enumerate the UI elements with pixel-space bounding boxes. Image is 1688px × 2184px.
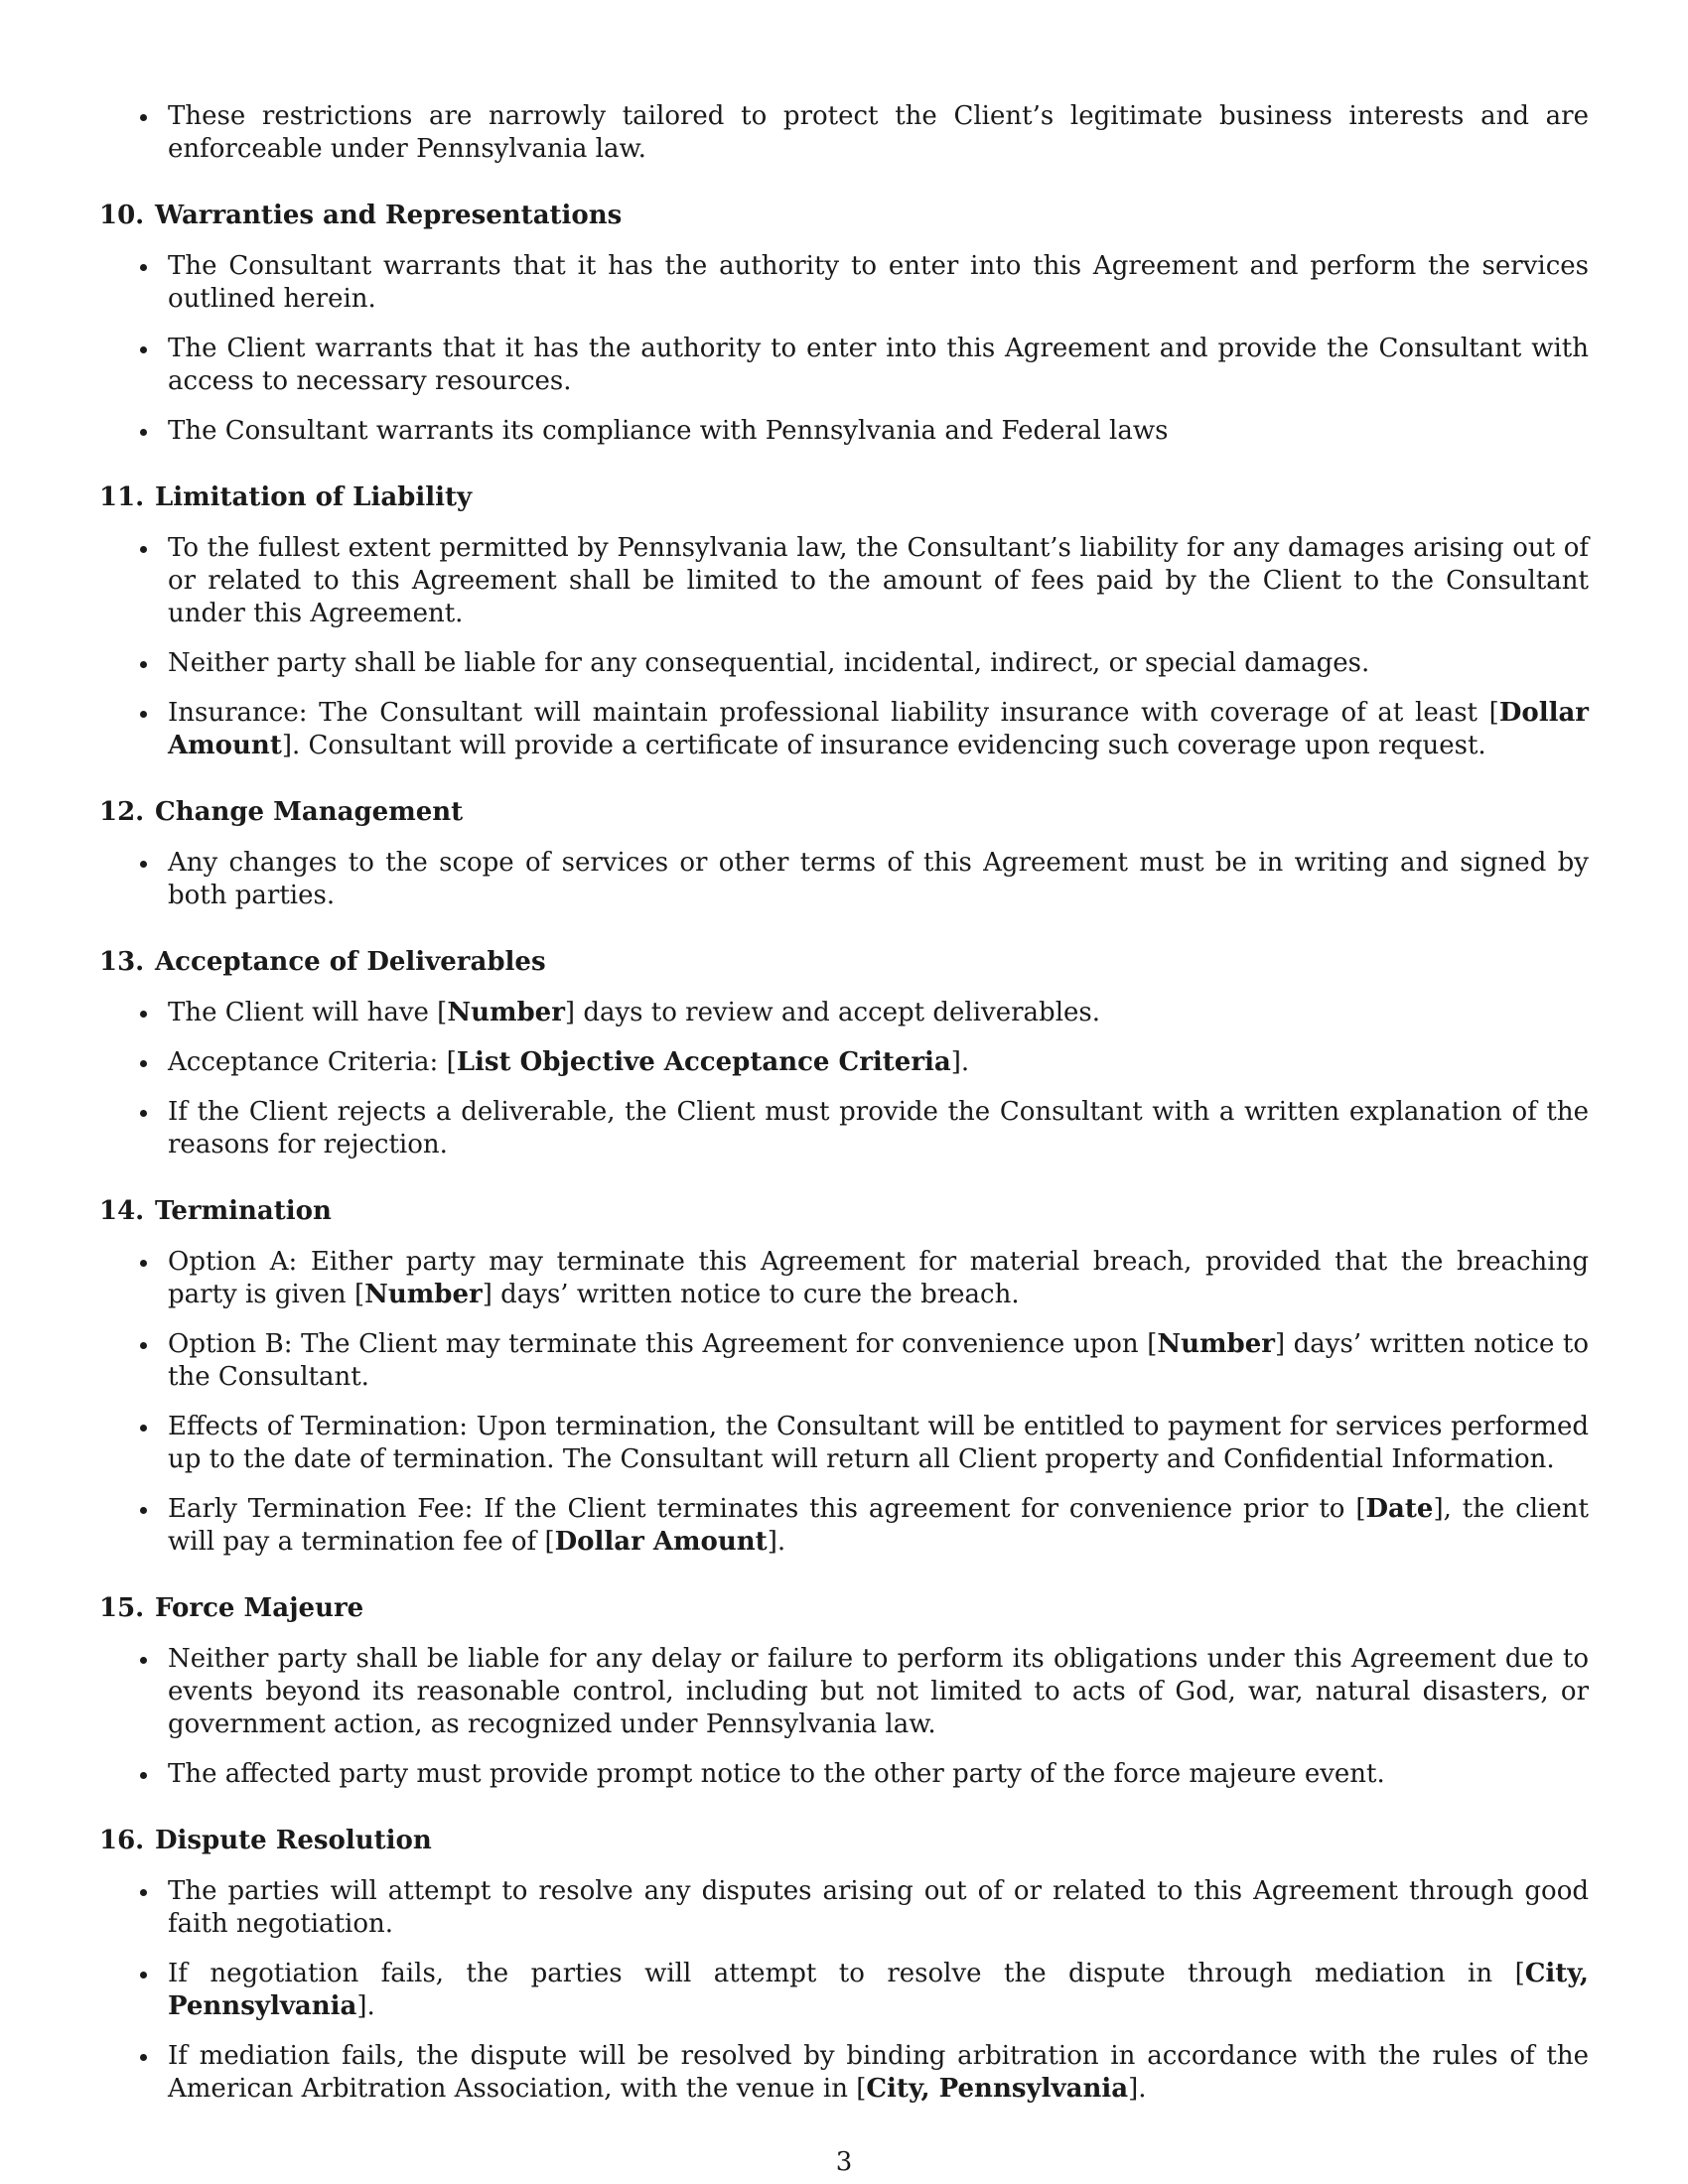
- bullet-dot-icon: [140, 1889, 147, 1896]
- bullet-text: Effects of Termination: Upon termination, the Consultant will be entitled to payment for services performed up to the date of termination. The Consultant will return all Client property and Confidential Information.: [168, 1412, 1589, 1474]
- bullet-item: [99, 1758, 1589, 1791]
- section-heading: [99, 1592, 1589, 1625]
- bullet-text: The Consultant warrants its compliance with Pennsylvania and Federal laws: [168, 416, 1169, 446]
- bullet-dot-icon: [140, 1657, 147, 1664]
- bullet-text: Neither party shall be liable for any delay or failure to perform its obligations under this Agreement due to events beyond its reasonable control, including but not limited to acts of God, war, natural disasters, or government action, as recognized under Pennsylvania law.: [168, 1644, 1589, 1739]
- section-title: Termination: [155, 1196, 332, 1226]
- bullet-text: Option A: Either party may terminate this Agreement for material breach, provided that the breaching party is given [Number] days’ written notice to cure the breach.: [168, 1247, 1589, 1309]
- bullet-dot-icon: [140, 661, 147, 668]
- section-bullet-list: [99, 997, 1589, 1161]
- section-title: Limitation of Liability: [155, 482, 473, 512]
- bullet-dot-icon: [140, 711, 147, 718]
- bullet-dot-icon: [140, 1260, 147, 1267]
- section-15: [99, 1592, 1589, 1791]
- section-11: [99, 481, 1589, 762]
- bullet-dot-icon: [140, 346, 147, 353]
- bullet-item: [99, 415, 1589, 448]
- bullet-dot-icon: [140, 1060, 147, 1067]
- bullet-item: [99, 847, 1589, 912]
- bullet-item: [99, 1096, 1589, 1161]
- sections-container: [99, 200, 1589, 2106]
- bullet-dot-icon: [140, 1772, 147, 1779]
- section-number: 13.: [99, 947, 145, 977]
- bullet-dot-icon: [140, 429, 147, 436]
- bullet-text: The affected party must provide prompt notice to the other party of the force majeure event.: [168, 1759, 1385, 1789]
- bullet-text: Insurance: The Consultant will maintain professional liability insurance with coverage of at least [Dollar Amount]. Consultant will provide a certificate of insurance evidencing such coverage upon request.: [168, 698, 1589, 760]
- bullet-item: [99, 647, 1589, 680]
- section-title: Warranties and Representations: [155, 201, 623, 230]
- section-number: 16.: [99, 1826, 145, 1855]
- placeholder-field: Date: [1365, 1494, 1434, 1524]
- section-bullet-list: [99, 1246, 1589, 1559]
- bullet-dot-icon: [140, 1972, 147, 1979]
- bullet-dot-icon: [140, 114, 147, 121]
- bullet-text: The Consultant warrants that it has the authority to enter into this Agreement and perform the services outlined herein.: [168, 251, 1589, 314]
- section-12: [99, 796, 1589, 912]
- bullet-dot-icon: [140, 2054, 147, 2061]
- bullet-text: Acceptance Criteria: [List Objective Acceptance Criteria].: [168, 1047, 970, 1077]
- bullet-item: [99, 697, 1589, 762]
- section-heading: [99, 796, 1589, 829]
- placeholder-field: City, Pennsylvania: [866, 2074, 1129, 2104]
- bullet-text: These restrictions are narrowly tailored to protect the Client’s legitimate business interests and are enforceable under Pennsylvania law.: [168, 101, 1589, 164]
- section-heading: [99, 481, 1589, 514]
- placeholder-field: List Objective Acceptance Criteria: [456, 1047, 951, 1077]
- bullet-item: [99, 1875, 1589, 1941]
- section-heading: [99, 1195, 1589, 1228]
- bullet-item: [99, 1328, 1589, 1394]
- section-heading: [99, 1825, 1589, 1857]
- bullet-text: The Client warrants that it has the authority to enter into this Agreement and provide the Consultant with access to necessary resources.: [168, 334, 1589, 396]
- bullet-item: [99, 1958, 1589, 2023]
- section-heading: [99, 200, 1589, 232]
- section-title: Dispute Resolution: [155, 1826, 432, 1855]
- bullet-item: [99, 2040, 1589, 2106]
- bullet-dot-icon: [140, 1011, 147, 1018]
- bullet-item: [99, 100, 1589, 166]
- bullet-item: [99, 1643, 1589, 1741]
- bullet-text: Early Termination Fee: If the Client terminates this agreement for convenience prior to [Date], the client will pay a termination fee of [Dollar Amount].: [168, 1494, 1589, 1557]
- placeholder-field: Number: [447, 998, 565, 1027]
- section-bullet-list: [99, 1875, 1589, 2106]
- bullet-dot-icon: [140, 861, 147, 868]
- bullet-text: Any changes to the scope of services or other terms of this Agreement must be in writing and signed by both parties.: [168, 848, 1589, 910]
- bullet-item: [99, 1046, 1589, 1079]
- bullet-text: If negotiation fails, the parties will attempt to resolve the dispute through mediation in [City, Pennsylvania].: [168, 1959, 1589, 2021]
- section-bullet-list: [99, 532, 1589, 762]
- placeholder-field: Number: [364, 1280, 483, 1309]
- section-bullet-list: [99, 250, 1589, 448]
- bullet-text: The Client will have [Number] days to review and accept deliverables.: [168, 998, 1101, 1027]
- placeholder-field: Dollar Amount: [168, 698, 1589, 760]
- intro-bullet-list: [99, 100, 1589, 166]
- section-16: [99, 1825, 1589, 2106]
- bullet-item: [99, 1493, 1589, 1559]
- bullet-dot-icon: [140, 546, 147, 553]
- bullet-dot-icon: [140, 1110, 147, 1117]
- page-number: 3: [835, 2147, 853, 2177]
- bullet-item: [99, 532, 1589, 630]
- bullet-text: The parties will attempt to resolve any disputes arising out of or related to this Agreement through good faith negotiation.: [168, 1876, 1589, 1939]
- bullet-text: Option B: The Client may terminate this Agreement for convenience upon [Number] days’ written notice to the Consultant.: [168, 1329, 1589, 1392]
- section-number: 12.: [99, 797, 145, 827]
- bullet-dot-icon: [140, 264, 147, 271]
- bullet-text: If the Client rejects a deliverable, the Client must provide the Consultant with a written explanation of the reasons for rejection.: [168, 1097, 1589, 1160]
- section-title: Force Majeure: [155, 1593, 364, 1623]
- placeholder-field: Number: [1157, 1329, 1275, 1359]
- bullet-text: Neither party shall be liable for any consequential, incidental, indirect, or special damages.: [168, 648, 1370, 678]
- bullet-item: [99, 250, 1589, 316]
- section-10: [99, 200, 1589, 448]
- section-title: Change Management: [155, 797, 464, 827]
- bullet-item: [99, 1411, 1589, 1476]
- section-number: 11.: [99, 482, 145, 512]
- bullet-dot-icon: [140, 1425, 147, 1432]
- bullet-item: [99, 1246, 1589, 1311]
- section-number: 10.: [99, 201, 145, 230]
- placeholder-field: City, Pennsylvania: [168, 1959, 1589, 2021]
- bullet-dot-icon: [140, 1342, 147, 1349]
- bullet-item: [99, 333, 1589, 398]
- bullet-text: To the fullest extent permitted by Pennsylvania law, the Consultant’s liability for any damages arising out of or related to this Agreement shall be limited to the amount of fees paid by the Client to the Consultant under this Agreement.: [168, 533, 1589, 628]
- section-number: 15.: [99, 1593, 145, 1623]
- document-body: [99, 100, 1589, 2122]
- section-number: 14.: [99, 1196, 145, 1226]
- bullet-text: If mediation fails, the dispute will be resolved by binding arbitration in accordance with the rules of the American Arbitration Association, with the venue in [City, Pennsylvania].: [168, 2041, 1589, 2104]
- section-14: [99, 1195, 1589, 1559]
- section-title: Acceptance of Deliverables: [155, 947, 546, 977]
- section-bullet-list: [99, 847, 1589, 912]
- placeholder-field: Dollar Amount: [554, 1527, 768, 1557]
- section-heading: [99, 946, 1589, 979]
- section-bullet-list: [99, 1643, 1589, 1791]
- section-13: [99, 946, 1589, 1161]
- bullet-item: [99, 997, 1589, 1029]
- bullet-dot-icon: [140, 1507, 147, 1514]
